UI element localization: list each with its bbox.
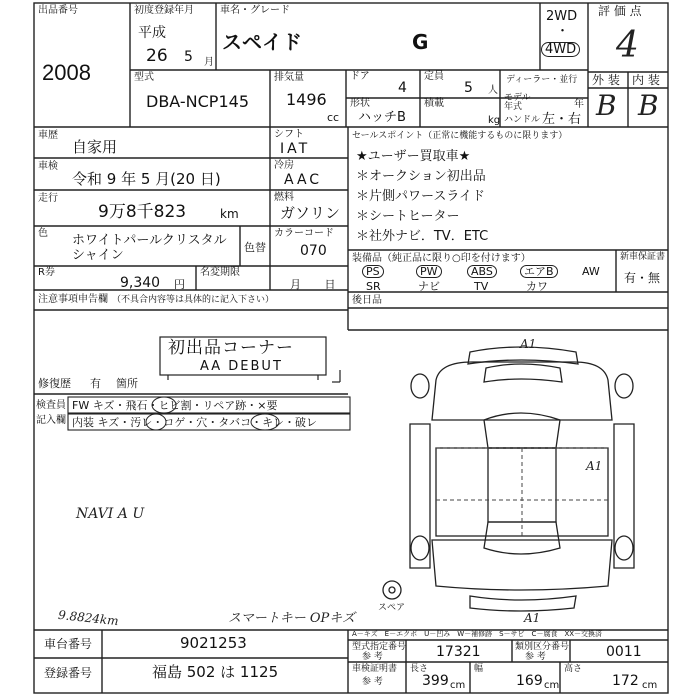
registration-era: 平成 [138,25,166,41]
dealer-label: ディーラー・並行 [506,75,578,85]
length-unit: cm [450,680,466,691]
history-label: 車歴 [38,130,58,141]
body-label: 形状 [350,98,370,109]
chassis-label: 車台番号 [44,637,93,651]
ac-label: 冷房 [274,160,294,171]
color-change-label: 色替 [244,241,266,254]
aa-debut: AA DEBUT [200,359,283,374]
type-label: 型式 [134,72,154,83]
inspection-value: 令和 9 年 5 月(20 日) [72,170,221,188]
inspector-label-1: 検査員 [36,400,66,411]
capacity-value: 5 [464,80,473,96]
lot-number-label: 出品番号 [38,5,78,16]
diagram-hood [484,364,562,382]
drive-separator: ・ [556,24,570,39]
attachment-label: 後日品 [352,295,382,306]
equip-sr: SR [366,280,381,293]
class-sub: 参 考 [525,652,546,662]
plate-number: 福島 502 は 1125 [152,663,279,681]
fuel-label: 燃料 [274,192,294,203]
type-value: DBA-NCP145 [146,92,249,111]
interior-grade: B [638,89,659,122]
diagram-right-side [614,424,634,568]
height-label: 高さ [564,664,583,674]
equip-aw: AW [582,265,600,278]
history-value: 自家用 [72,138,118,156]
color-label: 色 [38,228,48,239]
ac-value: AAC [284,172,323,188]
height-unit: cm [642,680,658,691]
model-grade-label: 車名・グレード [220,5,290,16]
notice-label: 注意事項申告欄 [38,294,108,305]
fuel-value: ガソリン [280,204,341,222]
first-registration-label: 初度登録年月 [134,5,194,16]
color-value-line1: ホワイトパールクリスタル [72,233,227,248]
displacement-unit: cc [327,111,340,124]
doors-value: 4 [398,80,407,96]
diagram-spare-hub [389,587,395,593]
chassis-number: 9021253 [180,634,247,652]
body-value: ハッチB [358,110,406,125]
tax-deadline-unit: 月 日 [290,278,336,291]
inspector-fw-line: FW キズ・飛石・ヒビ割・リペア跡・×要 [72,399,278,412]
model-year-label: モデル年式 [504,93,531,112]
height-value: 172 [612,673,639,689]
width-value: 169 [516,673,543,689]
tax-deadline-label: 名変期限 [200,267,240,278]
inspection-label: 車検 [38,161,58,172]
width-unit: cm [544,680,560,691]
repair-history-value: 有 [90,377,101,390]
width-label: 幅 [474,664,484,674]
mileage-value: 9万8千823 [98,202,187,222]
equip-pw: PW [416,265,442,278]
equip-ps: PS [362,265,384,278]
damage-mark-rear: A1 [524,611,541,625]
registration-year: 26 [146,46,168,66]
inspector-interior-line: 内装 キズ・汚レ・コゲ・穴・タバコ・キレ・破レ [72,416,318,429]
handle-value: 左・右 [542,112,582,127]
registration-month-unit: 月 [204,57,214,68]
first-listing-title: 初出品コーナー [168,338,294,358]
model-name: スペイド [222,30,302,54]
model-year-unit: 年 [574,99,584,110]
new-car-warranty-label: 新車保証書 [620,252,666,262]
type-cert-label: 型式指定番号 [352,642,407,652]
shift-label: シフト [274,129,304,140]
sales-point: ＊シートヒーター [356,209,460,224]
drive-4wd-circled: 4WD [541,42,580,57]
lot-number: 2008 [42,60,91,85]
registration-month: 5 [184,49,193,65]
color-value-line2: シャイン [72,248,124,263]
load-label: 積載 [424,98,444,109]
equip-tv: TV [474,280,489,293]
diagram-wheel [411,536,429,560]
type-cert-value: 17321 [436,644,481,660]
diagram-left-side [410,424,430,568]
sales-point: ＊片側パワースライド [356,189,485,204]
cert-sub: 参 考 [362,677,383,687]
interior-grade-label: 内 装 [632,73,660,87]
recycle-label: R券 [38,267,55,278]
length-value: 399 [422,673,449,689]
equip-navi: ナビ [418,280,440,293]
diagram-windshield [484,413,560,448]
repair-history-suffix: 箇所 [116,377,138,390]
color-code: 070 [300,243,327,259]
inspector-label-2: 記入欄 [36,415,66,426]
damage-mark-side: A1 [586,459,603,473]
handwritten-note-navi: NAVI A U [76,506,145,522]
diagram-wheel [615,536,633,560]
damage-legend: A－キズ E－エクボ U－凹み W－補修跡 S－サビ C－腐食 XX－交換済 [352,630,603,638]
grade: G [412,30,429,54]
doors-label: ドア [350,71,370,82]
diagram-wheel [615,374,633,398]
score-label: 評 価 点 [598,4,642,18]
mileage-label: 走行 [38,193,58,204]
diagram-wheel [411,374,429,398]
exterior-grade-label: 外 装 [592,73,620,87]
equip-abs: ABS [467,265,497,278]
equip-airbag: エアB [520,265,558,278]
length-label: 長さ [410,664,429,674]
drive-2wd: 2WD [546,9,578,24]
spare-label: スペア [378,603,406,613]
diagram-spare-tire [383,581,401,599]
exterior-grade: B [596,89,617,122]
mileage-unit: km [220,207,239,221]
warranty-value: 有・無 [624,271,661,285]
sales-point: ★ユーザー買取車★ [356,149,471,164]
handle-label: ハンドル [504,115,541,125]
sales-point: ＊社外ナビ．TV．ETC [356,229,489,244]
capacity-label: 定員 [424,71,444,82]
sales-point: ＊オークション初出品 [356,169,486,184]
equipment-label: 装備品（純正品に限り○印を付けます） [352,253,531,264]
diagram-rear-body [432,540,612,590]
displacement-value: 1496 [286,90,327,109]
diagram-rear-bumper [470,596,576,611]
displacement-label: 排気量 [274,72,304,83]
handwritten-note-mileage: 9.8824km [57,607,120,629]
recycle-value: 9,340 [120,275,161,291]
capacity-unit: 人 [488,85,498,96]
recycle-unit: 円 [174,278,185,291]
damage-mark-front: A1 [520,337,537,351]
shift-value: IAT [280,141,311,157]
overall-score: 4 [616,25,639,66]
type-cert-sub: 参 考 [362,652,383,662]
plate-label: 登録番号 [44,666,93,680]
equip-leather: カワ [526,280,548,293]
color-code-label: カラーコード [274,228,334,239]
cert-label: 車検証明書 [352,664,398,674]
load-unit: kg [488,115,501,126]
sales-points-label: セールスポイント（正常に機能するものに限ります） [352,131,568,141]
handwritten-note-key: スマートキー OPキズ [228,611,356,626]
notice-sub: （不具合内容等は具体的に記入下さい） [112,295,275,305]
class-value: 0011 [606,644,642,660]
diagram-front-body [432,362,612,420]
repair-history-label: 修復歴 [38,377,71,390]
class-label: 類別区分番号 [515,642,570,652]
